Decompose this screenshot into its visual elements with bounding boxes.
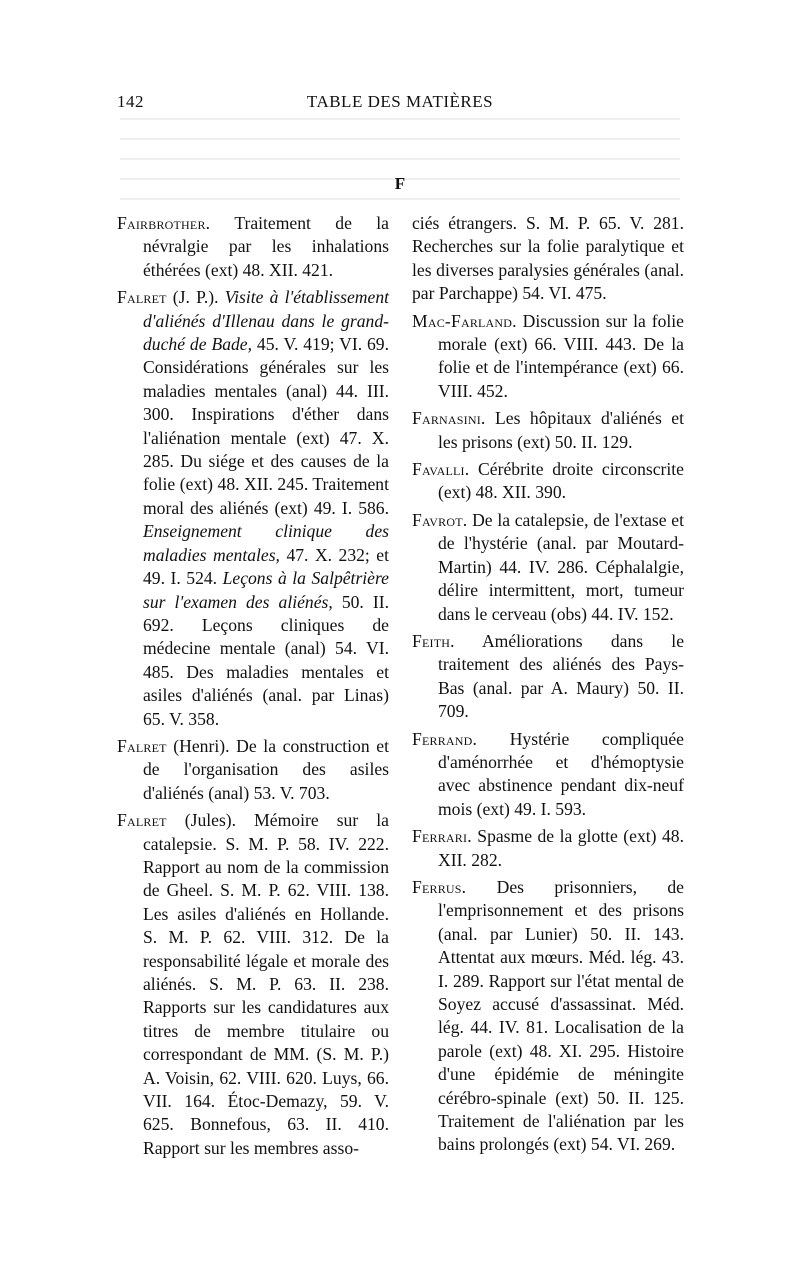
author-name: Mac-Farland. <box>412 310 517 331</box>
author-name: Falret <box>117 810 167 831</box>
bleed-through-texture <box>120 118 680 208</box>
index-entry <box>412 876 684 1157</box>
index-entry <box>412 310 684 404</box>
entry-text: (Henri). De la construction et de l'organisation des asiles d'aliénés (anal) 53. V. 703. <box>143 735 389 803</box>
index-entry <box>412 458 684 505</box>
index-entry <box>117 735 389 805</box>
author-name: Ferrus. <box>412 876 467 897</box>
entry-text: 45. V. 419; VI. 69. Considérations générales sur les maladies mentales (anal) 44. III. 300. Inspirations d'éther dans l'aliénation mentale (ext) 47. X. 285. Du siége et des causes de la folie (ext) 48. XII. 245. Traitement moral des aliénés (ext) 49. I. 586. <box>143 334 389 518</box>
entry-text: Des prisonniers, de l'emprisonnement et des prisons (anal. par Lunier) 50. II. 143. Attentat aux mœurs. Méd. lég. 43. I. 289. Rapport sur l'état mental de Soyez accusé d'assassinat. Méd. lég. 44. IV. 81. Localisation de la parole (ext) 48. XI. 295. Histoire d'une épidémie de méningite cérébro-spinale (ext) 50. II. 125. Traitement de l'aliénation par les bains prolongés (ext) 54. VI. 269. <box>438 876 684 1155</box>
work-title: Enseignement clinique des maladies mentales, <box>143 521 389 565</box>
author-name: Falret <box>117 735 167 756</box>
section-letter: F <box>394 174 406 193</box>
index-entry <box>412 630 684 724</box>
entry-text: Discussion sur la folie morale (ext) 66. VIII. 443. De la folie et de l'intempérance (ext) 66. VIII. 452. <box>438 310 684 401</box>
author-name: Ferrand. <box>412 728 478 749</box>
author-name: Farnasini. <box>412 408 486 429</box>
index-entry <box>117 212 389 282</box>
entry-text: Hystérie compliquée d'aménorrhée et d'hémoptysie avec abstinence pendant dix-neuf mois (ext) 49. I. 593. <box>438 728 684 819</box>
entry-text: Améliorations dans le traitement des aliénés des Pays-Bas (anal. par A. Maury) 50. II. 709. <box>438 630 684 722</box>
author-name: Feith. <box>412 630 455 651</box>
entry-text: (Jules). Mémoire sur la catalepsie. S. M. P. 58. IV. 222. Rapport au nom de la commission de Gheel. S. M. P. 62. VIII. 138. Les asiles d'aliénés en Hollande. S. M. P. 62. VIII. 312. De la responsabilité légale et morale des aliénés. S. M. P. 63. II. 238. Rapports sur les candidatures aux titres de membre titulaire ou correspondant de MM. (S. M. P.) A. Voisin, 62. VIII. 620. Luys, 66. VII. 164. Étoc-Demazy, 59. V. 625. Bonnefous, 63. II. 410. Rapport sur les membres asso- <box>143 810 389 1158</box>
entry-text: 47. X. 232; et 49. I. 524. <box>143 544 389 589</box>
entry-text: Les hôpitaux d'aliénés et les prisons (ext) 50. II. 129. <box>438 408 684 452</box>
entry-text: De la catalepsie, de l'extase et de l'hystérie (anal. par Moutard-Martin) 44. IV. 286. Céphalalgie, délire intermittent, mort, tumeur dans le cerveau (obs) 44. IV. 152. <box>438 509 684 624</box>
entry-text: 50. II. 692. Leçons cliniques de médecine mentale (anal) 54. VI. 485. Des maladies mentales et asiles d'aliénés (anal. par Linas) 65. V. 358. <box>143 591 390 729</box>
author-name: Favalli. <box>412 459 470 480</box>
entry-text: Cérébrite droite circonscrite (ext) 48. XII. 390. <box>438 459 684 503</box>
running-head <box>117 92 683 118</box>
work-title: Visite à l'établissement d'aliénés d'Illenau dans le grand-duché de Bade, <box>143 287 389 355</box>
entry-text: (J. P.). <box>166 287 225 308</box>
index-entry <box>412 509 684 626</box>
index-entry <box>412 728 684 822</box>
index-entry <box>117 286 389 731</box>
page-title: TABLE DES MATIÈRES <box>306 92 494 111</box>
author-name: Falret <box>117 287 167 308</box>
index-entry <box>117 809 389 1160</box>
author-name: Favrot. <box>412 509 468 530</box>
entry-text: Traitement de la névralgie par les inhalations éthérées (ext) 48. XII. 421. <box>143 213 389 280</box>
index-entry <box>412 407 684 454</box>
author-name: Fairbrother. <box>117 213 211 233</box>
entry-text: ciés étrangers. S. M. P. 65. V. 281. Recherches sur la folie paralytique et les diverses paralysies générales (anal. par Parchappe) 54. VI. 475. <box>412 213 684 304</box>
entry-text: Spasme de la glotte (ext) 48. XII. 282. <box>438 826 684 870</box>
left-column <box>117 212 389 1164</box>
index-entry <box>412 212 684 306</box>
page-number: 142 <box>117 92 144 111</box>
work-title: Leçons à la Salpêtrière sur l'examen des aliénés, <box>143 568 389 612</box>
right-column <box>412 212 684 1161</box>
index-entry <box>412 825 684 872</box>
author-name: Ferrari. <box>412 826 472 847</box>
